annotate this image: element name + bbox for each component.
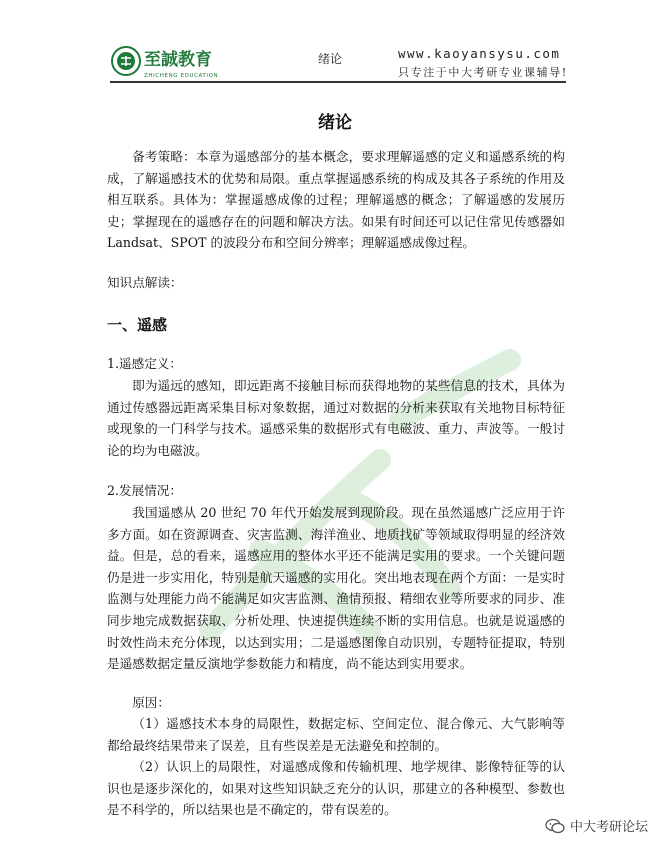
knowledge-point-label: 知识点解读： <box>107 275 183 290</box>
header-divider <box>110 81 566 83</box>
header-center-title: 绪论 <box>318 52 343 66</box>
header-url: www.kaoyansysu.com <box>398 46 561 61</box>
page-title: 绪论 <box>318 113 352 133</box>
definition-text: 即为遥远的感知，即远距离不接触目标而获得地物的某些信息的技术，具体为通过传感器远距离采集目标对象数据，通过对数据的分析来获取有关地物目标特征或现象的一门科学与技术。遥感采集的数据形式有电磁波、重力、声波等。一般讨论的均为电磁波。 <box>107 378 565 458</box>
logo-text-en: ZHICHENG EDUCATION <box>144 73 219 79</box>
development-label: 2.发展情况： <box>107 483 182 498</box>
development-text: 我国遥感从 20 世纪 70 年代开始发展到现阶段。现在虽然遥感广泛应用于许多方面。如在资源调查、灾害监测、海洋渔业、地质找矿等领域取得明显的经济效益。但是，总的看来，遥感应用的整体水平还不能满足实用的要求。一个关键问题仍是进一步实用化，特别是航天遥感的实用化。突出地表现在两个方面：一是实时监测与处理能力尚不能满足如灾害监测、渔情预报、精细农业等所要求的同步、准同步地完成数据获取、分析处理、快速提供连续不断的实用信息。也就是说遥感的时效性尚未充分体现，以达到实用；二是遥感图像自动识别，专题特征提取，特别是遥感数据定量反演地学参数能力和精度，尚不能达到实用要求。 <box>107 505 565 672</box>
section-heading: 一、遥感 <box>107 316 168 334</box>
wechat-name: 中大考研论坛 <box>569 820 648 835</box>
wechat-badge <box>545 816 648 835</box>
reason-2: （2）认识上的局限性，对遥感成像和传输机理、地学规律、影像特征等的认识也是逐步深化的，如果对这些知识缺乏充分的认识，那建立的各种模型、参数也是不科学的，所以结果也是不确定的，带有误差的。 <box>107 759 565 818</box>
header-slogan: 只专注于中大考研专业课辅导! <box>398 66 568 79</box>
zhicheng-logo <box>110 44 230 80</box>
reason-1: （1）遥感技术本身的局限性，数据定标、空间定位、混合像元、大气影响等都给最终结果带来了误差，且有些误差是无法避免和控制的。 <box>107 716 565 753</box>
strategy-paragraph: 备考策略：本章为遥感部分的基本概念，要求理解遥感的定义和遥感系统的构成，了解遥感技术的优势和局限。重点掌握遥感系统的构成及其各子系统的作用及相互联系。具体为：掌握遥感成像的过程；理解遥感的概念；了解遥感的发展历史；掌握现在的遥感存在的问题和解决方法。如果有时间还可以记住常见传感器如 Landsat、SPOT 的波段分布和空间分辨率；理解遥感成像过程。 <box>107 149 565 251</box>
definition-label: 1.遥感定义： <box>107 356 182 371</box>
reason-label: 原因： <box>132 695 170 710</box>
wechat-icon <box>545 818 565 834</box>
logo-text-cn: 至誠教育 <box>144 50 212 70</box>
